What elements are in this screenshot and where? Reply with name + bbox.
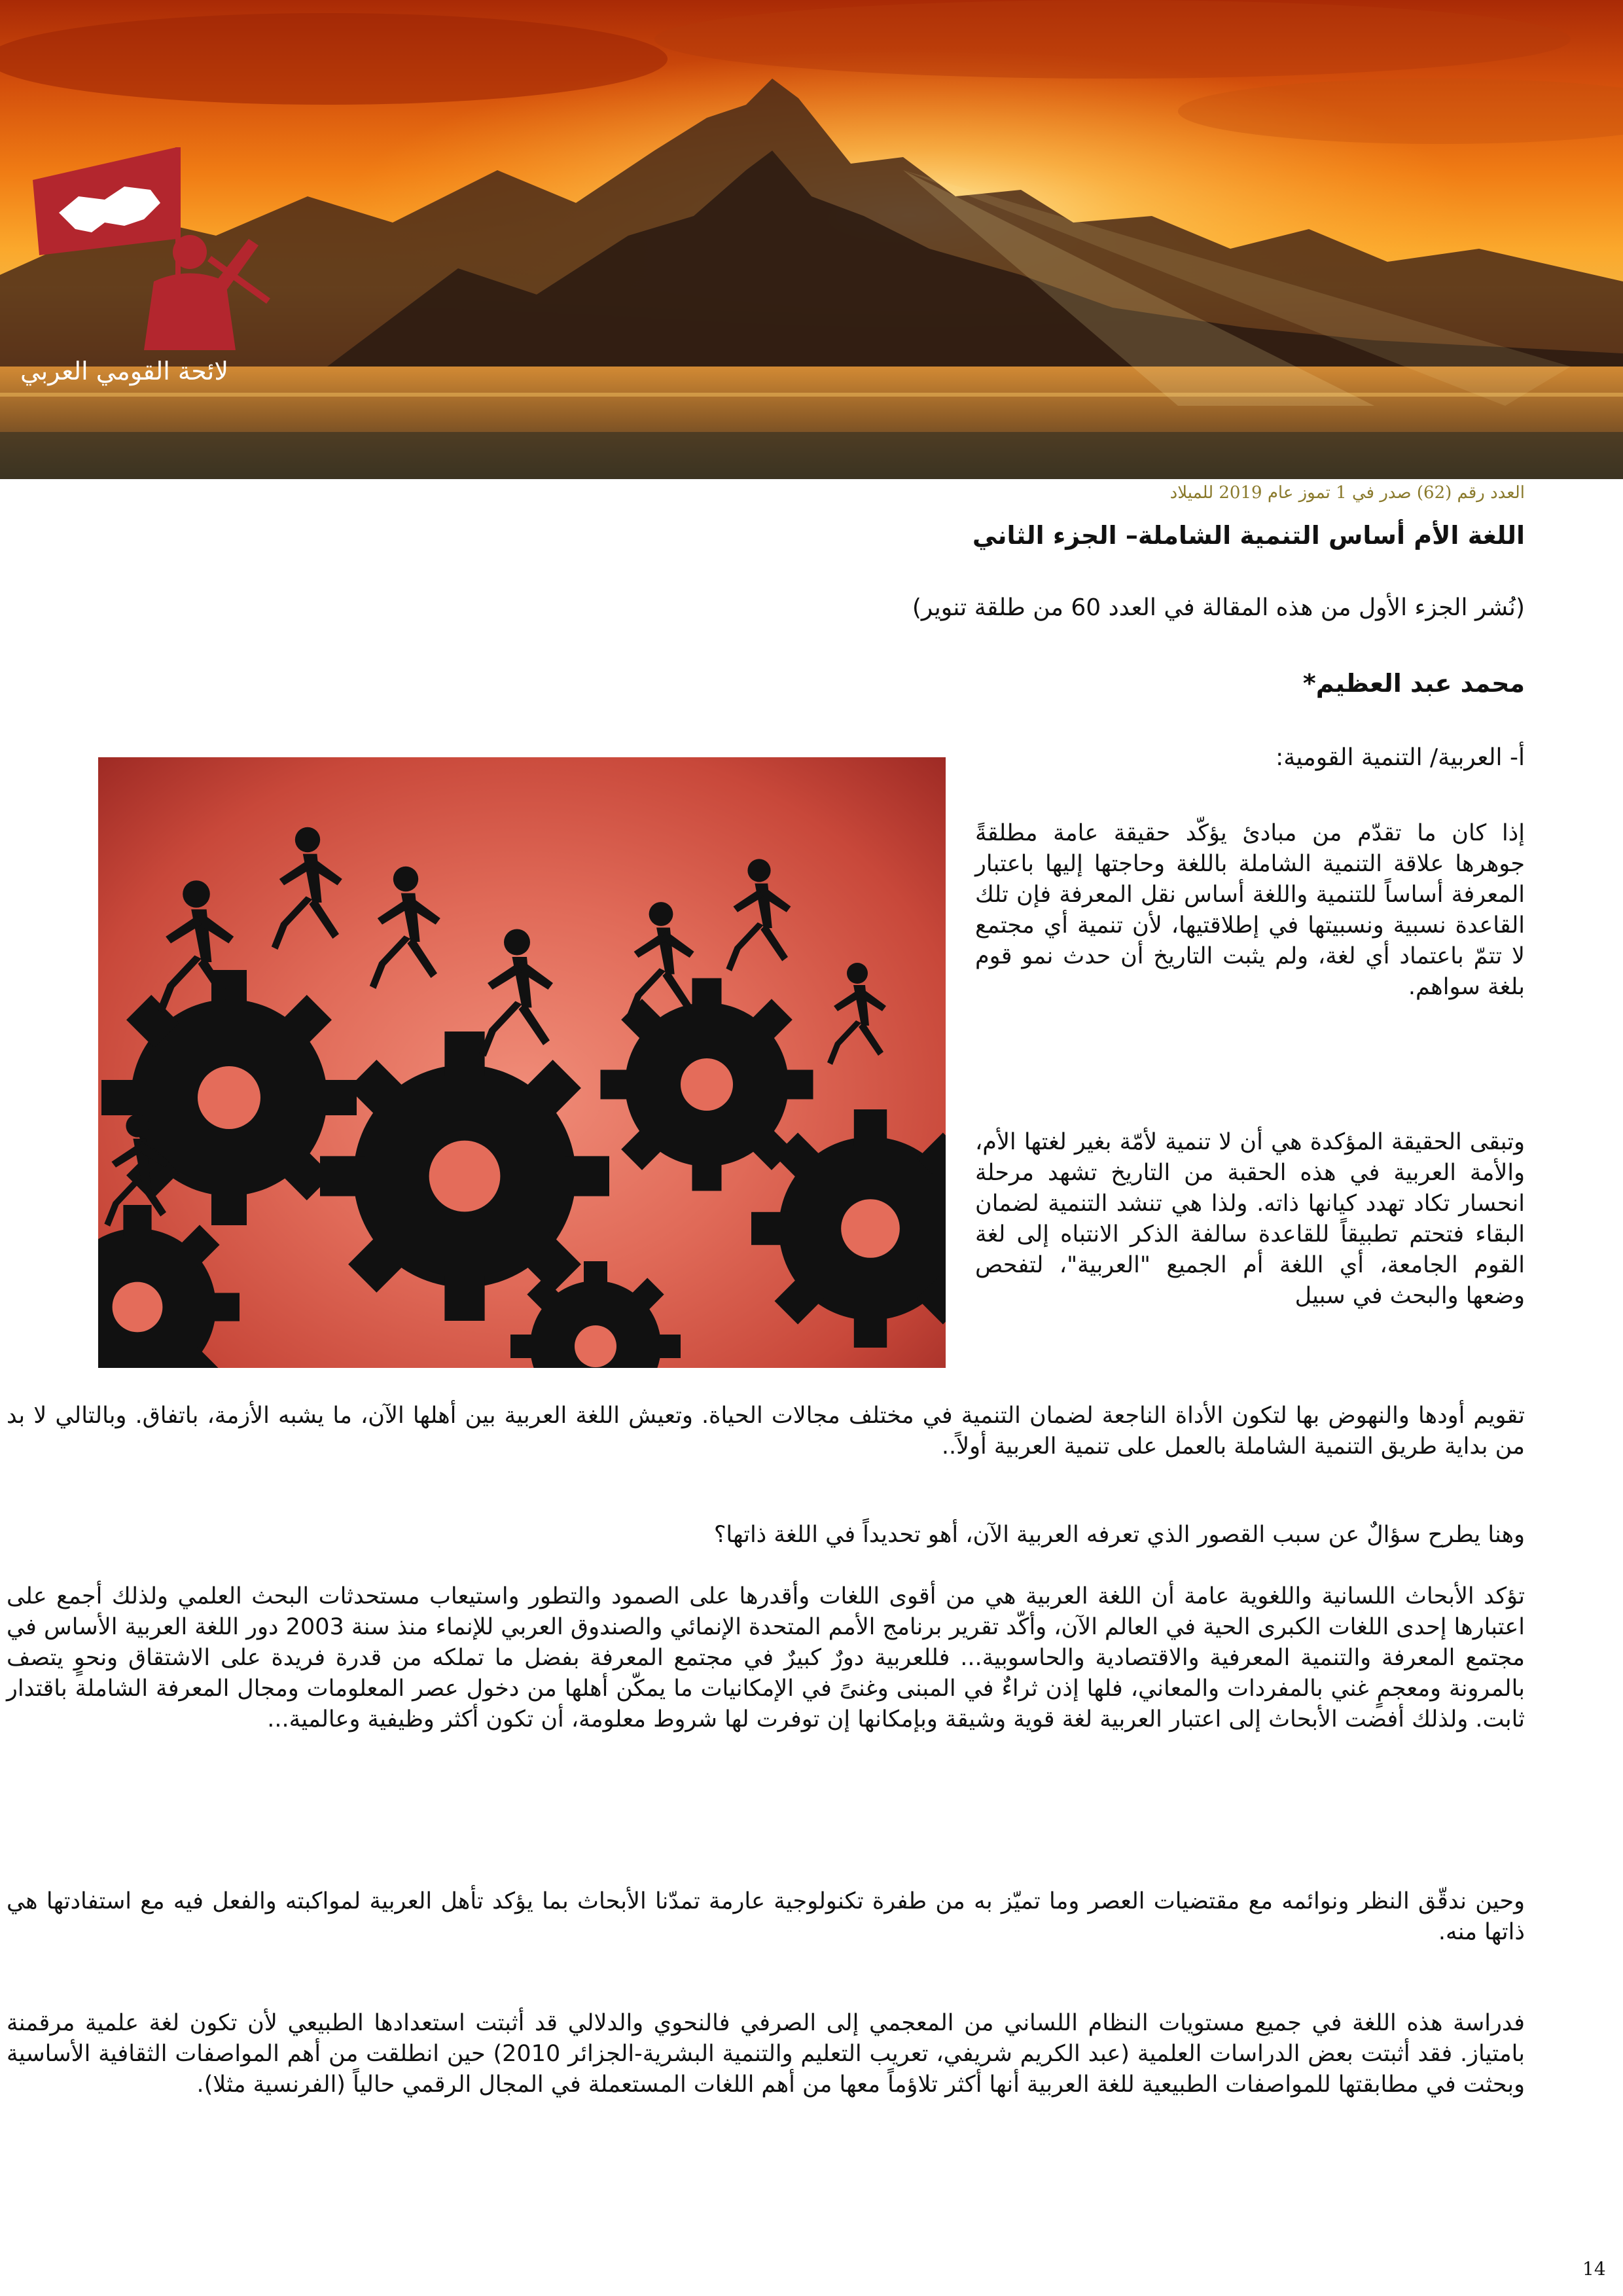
author-name: محمد عبد العظيم* [1302, 669, 1525, 698]
gears-illustration [98, 757, 946, 1368]
logo-caption: لائحة القومي العربي [20, 357, 228, 386]
header-banner [0, 0, 1623, 479]
page-number: 14 [1582, 2258, 1606, 2280]
paragraph: تقويم أودها والنهوض بها لتكون الأداة الناجعة لضمان التنمية في مختلف مجالات الحياة. وتعيش اللغة العربية بين أهلها الآن، ما يشبه الأزمة، باتفاق. وبالتالي لا بد من بداية طريق التنمية الشاملة بالعمل على تنمية العربية أولاً.. [7, 1403, 1525, 1460]
issue-info: العدد رقم (62) صدر في 1 تموز عام 2019 للميلاد [1169, 483, 1525, 503]
paragraph: فدراسة هذه اللغة في جميع مستويات النظام اللساني من المعجمي إلى الصرفي فالنحوي والدلالي قد أثبتت استعدادها الطبيعي لأن تكون لغة علمية مرقمنة بامتياز. فقد أثبتت بعض الدراسات العلمية (عبد الكريم شريفي، تعريب التعليم والتنمية البشرية-الجزائر 2010) حين انطلقت من أهم المواصفات الثقافية الأساسية وبحثت في مطابقتها للمواصفات الطبيعية للغة العربية أنها أكثر تلاؤماً معها من أهم اللغات المستعملة في المجال الرقمي حالياً (الفرنسية مثلا). [7, 2010, 1525, 2098]
paragraph: وتبقى الحقيقة المؤكدة هي أن لا تنمية لأمّة بغير لغتها الأم، والأمة العربية في هذه الحقبة من التاريخ تشهد مرحلة انحسار تكاد تهدد كيانها ذاته. ولذا هي تنشد التنمية لضمان البقاء فتحتم تطبيقاً للقاعدة سالفة الذكر الانتباه إلى لغة القوم الجامعة، أي اللغة أم الجميع "العربية"، لتفحص وضعها والبحث في سبيل [975, 1129, 1525, 1309]
paragraph: تؤكد الأبحاث اللسانية واللغوية عامة أن اللغة العربية هي من أقوى اللغات وأقدرها على الصمود والتطور واستيعاب مستحدثات البحث العلمي ولذلك أجمع على اعتبارها إحدى اللغات الكبرى الحية في العالم الآن، وأكّد تقرير برنامج الأمم المتحدة الإنمائي والصندوق العربي للإنماء منذ سنة 2003 دور اللغة العربية الأساس في مجتمع المعرفة والتنمية المعرفية والاقتصادية والحاسوبية... فللعربية دورٌ كبيرٌ في مجتمع المعرفة بفضل ما تملكه من قدرة فريدة على الاشتقاق ونحوٍ يتصف بالمرونة ومعجمٍ غني بالمفردات والمعاني، فلها إذن ثراءٌ في المبنى وغنىً في الإمكانيات ما يمكّن أهلها من دخول عصر المعلومات ومجال المعرفة الشاملة باقتدار ثابت. ولذلك أفضت الأبحاث إلى اعتبار العربية لغة قوية وشيقة وبإمكانها إن توفرت لها شروط معلومة، أن تكون أكثر وظيفية وعالمية... [7, 1583, 1525, 1732]
article-note: (نُشر الجزء الأول من هذه المقالة في العدد 60 من طلقة تنوير) [912, 594, 1525, 621]
paragraph: وحين ندقّق النظر ونوائمه مع مقتضيات العصر وما تميّز به من طفرة تكنولوجية عارمة تمدّنا الأبحاث بما يؤكد تأهل العربية لمواكبته والفعل فيه مع استفادتها هي ذاتها منه. [7, 1888, 1525, 1945]
section-heading: أ- العربية/ التنمية القومية: [1275, 744, 1525, 771]
article-title: اللغة الأم أساس التنمية الشاملة– الجزء الثاني [972, 521, 1525, 550]
paragraph: وهنا يطرح سؤالٌ عن سبب القصور الذي تعرفه العربية الآن، أهو تحديداً في اللغة ذاتها؟ [713, 1522, 1525, 1548]
paragraph: إذا كان ما تقدّم من مبادئ يؤكّد حقيقة عامة مطلقةً جوهرها علاقة التنمية الشاملة باللغة وحاجتها إليها باعتبار المعرفة أساساً للتنمية واللغة أساس نقل المعرفة فإن تلك القاعدة نسبية ونسبيتها في إطلاقتيها، لأن تنمية أي مجتمع لا تتمّ باعتماد أي لغة، ولم يثبت التاريخ أن حدث نمو قوم بلغة سواهم. [975, 820, 1525, 1000]
